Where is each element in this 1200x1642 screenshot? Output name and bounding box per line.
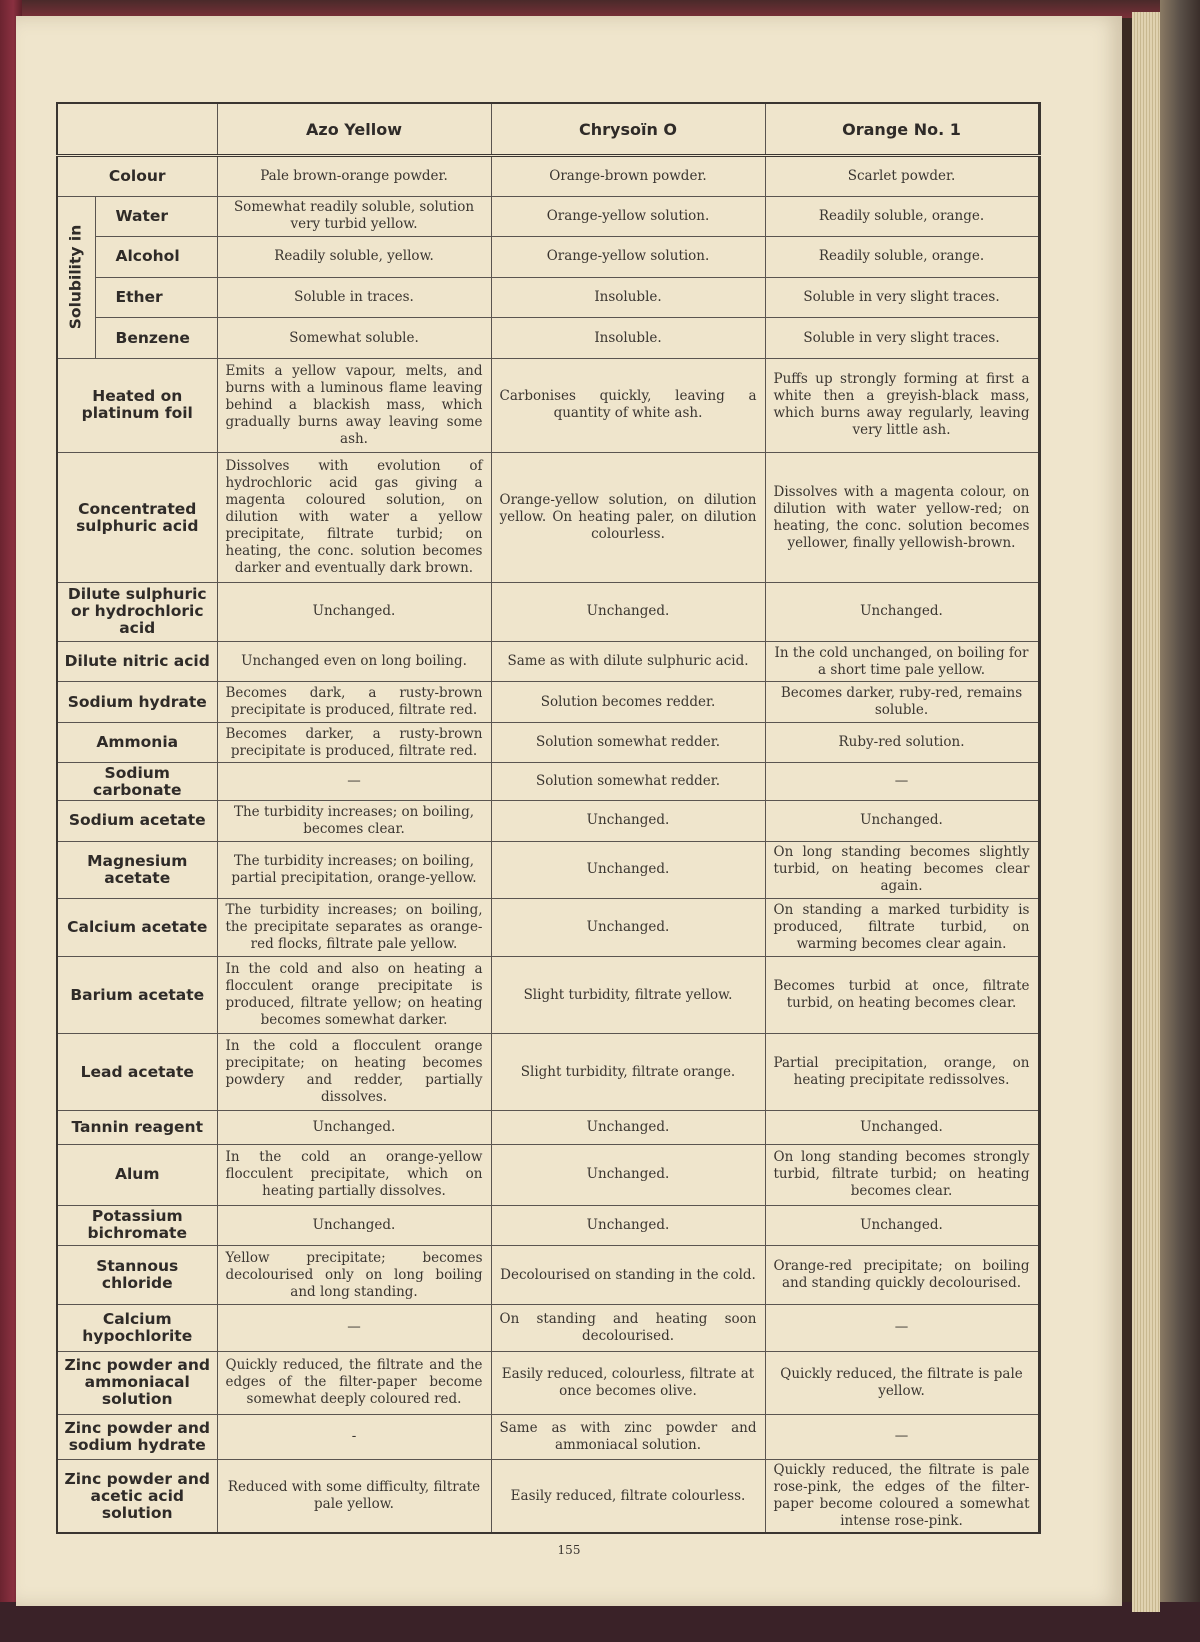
cell-azo-yellow: - — [217, 1414, 491, 1460]
cell-azo-yellow: — — [217, 1305, 491, 1352]
cell-chrysoin-o: Unchanged. — [491, 1205, 765, 1246]
table-row — [57, 1246, 1039, 1305]
cell-chrysoin-o: Slight turbidity, filtrate orange. — [491, 1034, 765, 1111]
row-label: Colour — [57, 156, 217, 197]
cell-orange-no-1: Unchanged. — [765, 1111, 1039, 1144]
header-row — [57, 103, 1039, 156]
row-label: Benzene — [95, 318, 217, 359]
cell-chrysoin-o: Slight turbidity, filtrate yellow. — [491, 957, 765, 1034]
row-label: Ammonia — [57, 722, 217, 763]
cell-orange-no-1: Orange-red precipitate; on boiling and standing quickly decolourised. — [765, 1246, 1039, 1305]
cell-azo-yellow: Becomes darker, a rusty-brown precipitate is produced, filtrate red. — [217, 722, 491, 763]
cell-orange-no-1: Readily soluble, orange. — [765, 237, 1039, 278]
table-row — [57, 582, 1039, 641]
cell-chrysoin-o: Easily reduced, filtrate colourless. — [491, 1460, 765, 1533]
row-label: Dilute nitric acid — [57, 641, 217, 682]
row-label: Barium acetate — [57, 957, 217, 1034]
table-row — [57, 237, 1039, 278]
header-chrysoin-o: Chrysoïn O — [491, 103, 765, 156]
cell-chrysoin-o: Easily reduced, colourless, filtrate at once becomes olive. — [491, 1351, 765, 1414]
cell-azo-yellow: Yellow precipitate; becomes decolourised only on long boiling and long standing. — [217, 1246, 491, 1305]
cell-chrysoin-o: On standing and heating soon decolourised. — [491, 1305, 765, 1352]
row-label: Alcohol — [95, 237, 217, 278]
table-row — [57, 722, 1039, 763]
row-label: Calcium acetate — [57, 899, 217, 957]
cell-chrysoin-o: Decolourised on standing in the cold. — [491, 1246, 765, 1305]
cell-orange-no-1: Quickly reduced, the filtrate is pale rose-pink, the edges of the filter-paper become coloured a somewhat intense rose-pink. — [765, 1460, 1039, 1533]
row-label: Lead acetate — [57, 1034, 217, 1111]
solubility-group-label — [57, 196, 95, 358]
row-label: Tannin reagent — [57, 1111, 217, 1144]
table-row — [57, 318, 1039, 359]
table-row — [57, 277, 1039, 318]
row-label: Dilute sulphuric or hydrochloric acid — [57, 582, 217, 641]
cell-azo-yellow: Pale brown-orange powder. — [217, 156, 491, 197]
cell-azo-yellow: — — [217, 763, 491, 801]
table-row — [57, 358, 1039, 452]
row-label: Zinc powder and ammoniacal solution — [57, 1351, 217, 1414]
page-number: 155 — [557, 1543, 581, 1557]
header-orange-no-1: Orange No. 1 — [765, 103, 1039, 156]
cell-chrysoin-o: Orange-yellow solution. — [491, 196, 765, 237]
table-row — [57, 682, 1039, 723]
cell-orange-no-1: — — [765, 1414, 1039, 1460]
cell-chrysoin-o: Unchanged. — [491, 899, 765, 957]
row-label: Water — [95, 196, 217, 237]
cell-orange-no-1: Ruby-red solution. — [765, 722, 1039, 763]
cell-chrysoin-o: Unchanged. — [491, 1111, 765, 1144]
cell-orange-no-1: — — [765, 1305, 1039, 1352]
cell-azo-yellow: Unchanged. — [217, 582, 491, 641]
cell-orange-no-1: Unchanged. — [765, 801, 1039, 842]
row-label: Zinc powder and acetic acid solution — [57, 1460, 217, 1533]
cell-azo-yellow: Reduced with some difficulty, filtrate pale yellow. — [217, 1460, 491, 1533]
cell-chrysoin-o: Solution somewhat redder. — [491, 763, 765, 801]
cell-azo-yellow: The turbidity increases; on boiling, partial precipitation, orange-yellow. — [217, 841, 491, 899]
cell-chrysoin-o: Unchanged. — [491, 801, 765, 842]
table-row — [57, 1305, 1039, 1352]
cell-orange-no-1: Soluble in very slight traces. — [765, 318, 1039, 359]
table-row — [57, 156, 1039, 197]
cell-azo-yellow: Somewhat readily soluble, solution very turbid yellow. — [217, 196, 491, 237]
table-row — [57, 1034, 1039, 1111]
solubility-label-text: Solubility in — [66, 224, 85, 330]
cell-azo-yellow: Unchanged. — [217, 1205, 491, 1246]
header-blank — [57, 103, 217, 156]
table-row — [57, 1414, 1039, 1460]
cell-orange-no-1: Unchanged. — [765, 582, 1039, 641]
cell-orange-no-1: Becomes darker, ruby-red, remains soluble. — [765, 682, 1039, 723]
cell-orange-no-1: Becomes turbid at once, filtrate turbid, on heating becomes clear. — [765, 957, 1039, 1034]
page-edges — [1132, 12, 1160, 1612]
cell-chrysoin-o: Solution somewhat redder. — [491, 722, 765, 763]
cell-azo-yellow: The turbidity increases; on boiling, becomes clear. — [217, 801, 491, 842]
cell-orange-no-1: Scarlet powder. — [765, 156, 1039, 197]
cell-chrysoin-o: Same as with zinc powder and ammoniacal solution. — [491, 1414, 765, 1460]
cell-chrysoin-o: Unchanged. — [491, 1144, 765, 1205]
header-azo-yellow: Azo Yellow — [217, 103, 491, 156]
cell-chrysoin-o: Insoluble. — [491, 318, 765, 359]
cell-chrysoin-o: Insoluble. — [491, 277, 765, 318]
book-cover-bottom — [0, 1602, 1200, 1642]
row-label: Concentrated sulphuric acid — [57, 453, 217, 583]
cell-orange-no-1: — — [765, 763, 1039, 801]
cell-orange-no-1: Partial precipitation, orange, on heating precipitate redissolves. — [765, 1034, 1039, 1111]
table-row — [57, 1460, 1039, 1533]
cell-chrysoin-o: Carbonises quickly, leaving a quantity of white ash. — [491, 358, 765, 452]
cell-orange-no-1: Readily soluble, orange. — [765, 196, 1039, 237]
cell-azo-yellow: In the cold and also on heating a flocculent orange precipitate is produced, filtrate yellow; on heating becomes somewhat darker. — [217, 957, 491, 1034]
cell-azo-yellow: Emits a yellow vapour, melts, and burns with a luminous flame leaving behind a blackish mass, which gradually burns away leaving some ash. — [217, 358, 491, 452]
row-label: Heated on platinum foil — [57, 358, 217, 452]
cell-azo-yellow: In the cold a flocculent orange precipitate; on heating becomes powdery and redder, partially dissolves. — [217, 1034, 491, 1111]
cell-azo-yellow: Unchanged. — [217, 1111, 491, 1144]
table-row — [57, 841, 1039, 899]
row-label: Stannous chloride — [57, 1246, 217, 1305]
cell-chrysoin-o: Unchanged. — [491, 582, 765, 641]
row-label: Sodium hydrate — [57, 682, 217, 723]
table-row — [57, 957, 1039, 1034]
row-label: Alum — [57, 1144, 217, 1205]
table-row — [57, 1205, 1039, 1246]
cell-orange-no-1: Soluble in very slight traces. — [765, 277, 1039, 318]
table-row — [57, 1111, 1039, 1144]
cell-chrysoin-o: Solution becomes redder. — [491, 682, 765, 723]
row-label: Potassium bichromate — [57, 1205, 217, 1246]
row-label: Sodium carbonate — [57, 763, 217, 801]
row-label: Zinc powder and sodium hydrate — [57, 1414, 217, 1460]
cell-azo-yellow: Soluble in traces. — [217, 277, 491, 318]
cell-azo-yellow: Dissolves with evolution of hydrochloric acid gas giving a magenta coloured solution, on dilution with water a yellow precipitate, filtrate turbid; on heating, the conc. solution becomes darker and eventually dark brown. — [217, 453, 491, 583]
row-label: Sodium acetate — [57, 801, 217, 842]
table-row — [57, 1144, 1039, 1205]
cell-azo-yellow: In the cold an orange-yellow flocculent precipitate, which on heating partially dissolves. — [217, 1144, 491, 1205]
table-row — [57, 899, 1039, 957]
table-row — [57, 453, 1039, 583]
row-label: Calcium hypochlorite — [57, 1305, 217, 1352]
table-row — [57, 196, 1039, 237]
cell-chrysoin-o: Same as with dilute sulphuric acid. — [491, 641, 765, 682]
dye-reactions-table — [56, 102, 1041, 1534]
cell-chrysoin-o: Orange-yellow solution. — [491, 237, 765, 278]
cell-orange-no-1: Puffs up strongly forming at first a white then a greyish-black mass, which burns away regularly, leaving very little ash. — [765, 358, 1039, 452]
cell-orange-no-1: Dissolves with a magenta colour, on dilution with water yellow-red; on heating, the conc. solution becomes yellower, finally yellowish-brown. — [765, 453, 1039, 583]
cell-orange-no-1: Unchanged. — [765, 1205, 1039, 1246]
cell-azo-yellow: Unchanged even on long boiling. — [217, 641, 491, 682]
table-row — [57, 801, 1039, 842]
cell-orange-no-1: Quickly reduced, the filtrate is pale yellow. — [765, 1351, 1039, 1414]
cell-chrysoin-o: Orange-yellow solution, on dilution yellow. On heating paler, on dilution colourless. — [491, 453, 765, 583]
cell-azo-yellow: Readily soluble, yellow. — [217, 237, 491, 278]
cell-orange-no-1: On long standing becomes slightly turbid, on heating becomes clear again. — [765, 841, 1039, 899]
cell-orange-no-1: On long standing becomes strongly turbid, filtrate turbid; on heating becomes clear. — [765, 1144, 1039, 1205]
table-row — [57, 641, 1039, 682]
cell-azo-yellow: Quickly reduced, the filtrate and the edges of the filter-paper become somewhat deeply coloured red. — [217, 1351, 491, 1414]
cell-chrysoin-o: Unchanged. — [491, 841, 765, 899]
table-container — [56, 102, 1038, 1534]
cell-chrysoin-o: Orange-brown powder. — [491, 156, 765, 197]
cell-azo-yellow: Becomes dark, a rusty-brown precipitate is produced, filtrate red. — [217, 682, 491, 723]
book-cover-right — [1160, 0, 1200, 1642]
book-page — [16, 16, 1122, 1606]
row-label: Ether — [95, 277, 217, 318]
cell-azo-yellow: Somewhat soluble. — [217, 318, 491, 359]
cell-azo-yellow: The turbidity increases; on boiling, the precipitate separates as orange-red flocks, filtrate pale yellow. — [217, 899, 491, 957]
row-label: Magnesium acetate — [57, 841, 217, 899]
table-row — [57, 1351, 1039, 1414]
cell-orange-no-1: In the cold unchanged, on boiling for a short time pale yellow. — [765, 641, 1039, 682]
table-row — [57, 763, 1039, 801]
cell-orange-no-1: On standing a marked turbidity is produced, filtrate turbid, on warming becomes clear again. — [765, 899, 1039, 957]
